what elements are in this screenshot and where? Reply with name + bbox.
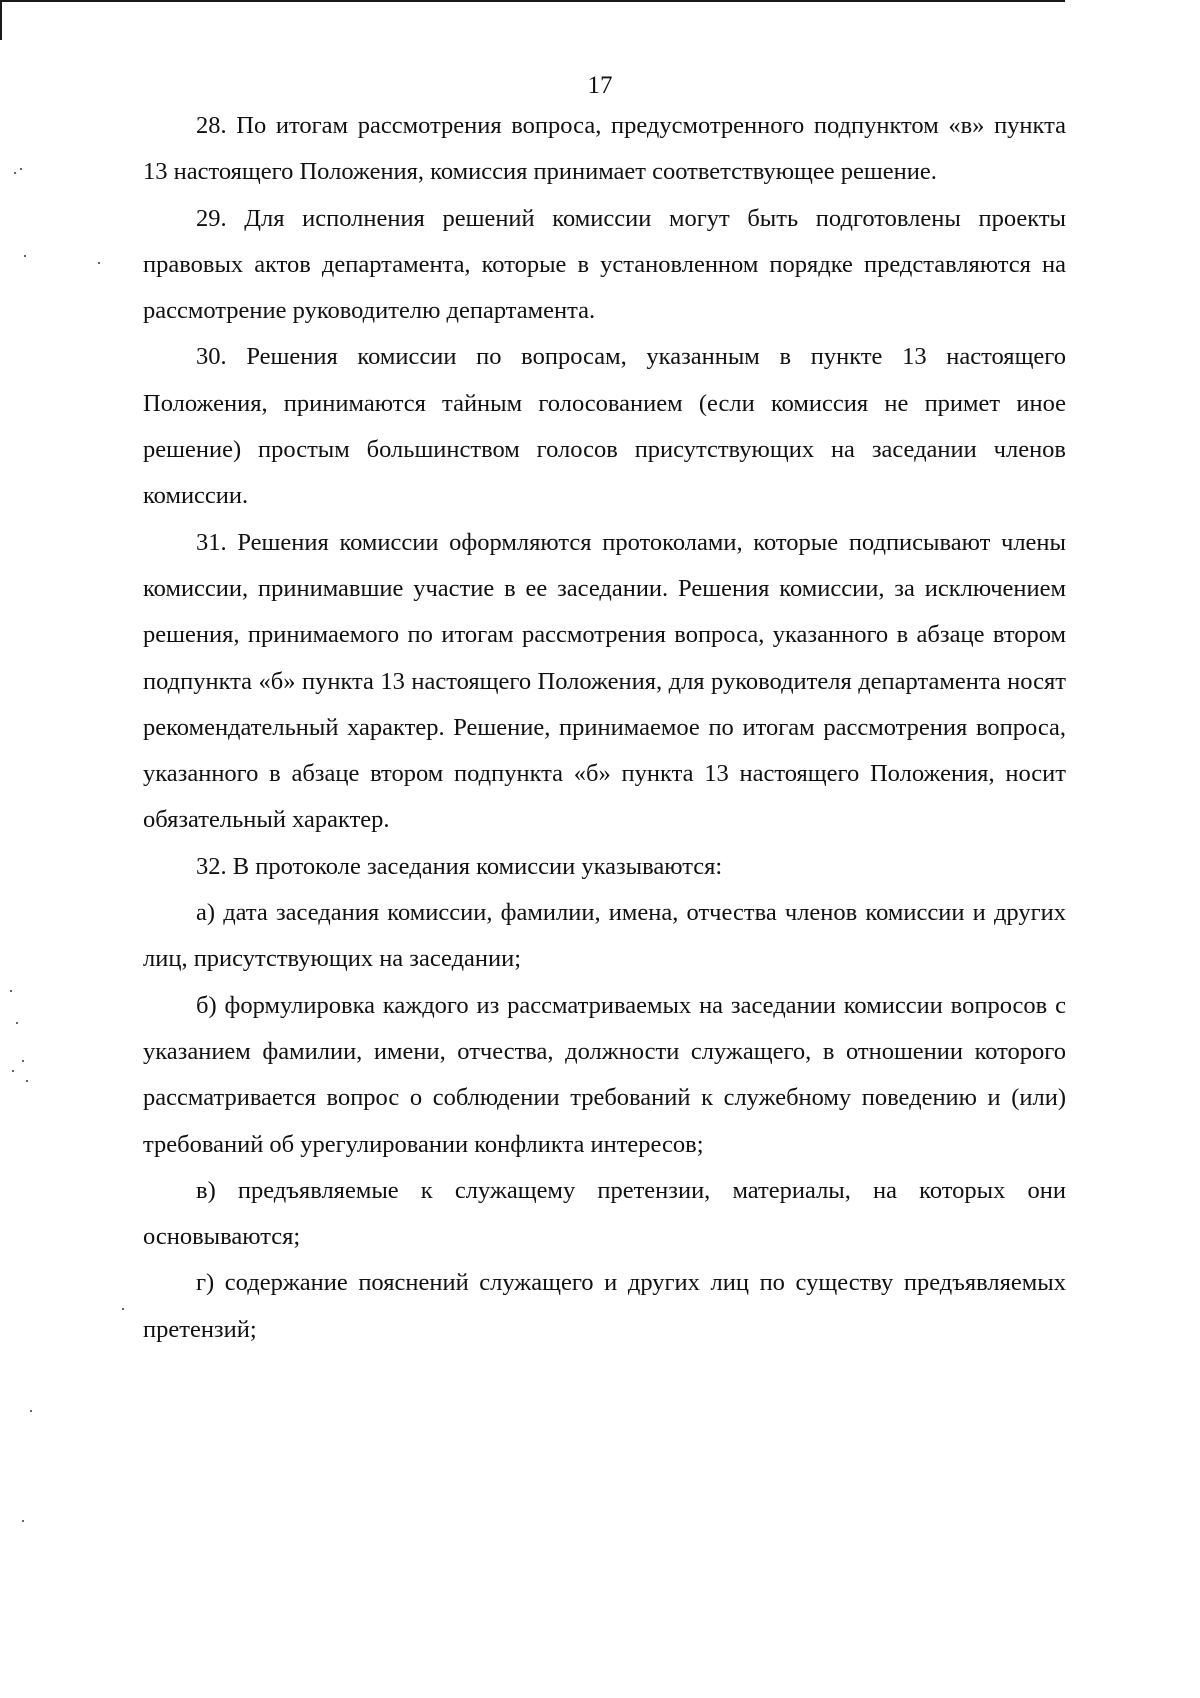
paragraph-32: 32. В протоколе заседания комиссии указываются: [196, 852, 723, 880]
paragraph-32-g: г) содержание пояснений служащего и других лиц по существу предъявляемых претензий; [143, 1269, 1066, 1343]
paragraph-32-a: а) дата заседания комиссии, фамилии, имена, отчества членов комиссии и других лиц, присутствующих на заседании; [143, 899, 1066, 973]
paragraph-32-b: б) формулировка каждого из рассматриваемых на заседании комиссии вопросов с указанием фамилии, имени, отчества, должности служащего, в отношении которого рассматривается вопрос о соблюдении требований к служебному поведению и (или) требований об урегулировании конфликта интересов; [143, 991, 1066, 1158]
paragraph-28: 28. По итогам рассмотрения вопроса, предусмотренного подпунктом «в» пункта 13 настоящего Положения, комиссия принимает соответствующее решение. [143, 112, 1066, 186]
paragraph-31: 31. Решения комиссии оформляются протоколами, которые подписывают члены комиссии, принимавшие участие в ее заседании. Решения комиссии, за исключением решения, принимаемого по итогам рассмотрения вопроса, указанного в абзаце втором подпункта «б» пункта 13 настоящего Положения, для руководителя департамента носят рекомендательный характер. Решение, принимаемое по итогам рассмотрения вопроса, указанного в абзаце втором подпункта «б» пункта 13 настоящего Положения, носит обязательный характер. [143, 528, 1066, 834]
scan-border-left [0, 0, 2, 40]
document-body [143, 103, 1066, 1353]
page-number: 17 [587, 72, 613, 99]
paragraph-29: 29. Для исполнения решений комиссии могут быть подготовлены проекты правовых актов департамента, которые в установленном порядке представляются на рассмотрение руководителю департамента. [143, 204, 1066, 325]
scan-border-top [0, 0, 1065, 2]
paragraph-32-v: в) предъявляемые к служащему претензии, материалы, на которых они основываются; [143, 1176, 1066, 1251]
paragraph-30: 30. Решения комиссии по вопросам, указанным в пункте 13 настоящего Положения, принимаются тайным голосованием (если комиссия не примет иное решение) простым большинством голосов присутствующих на заседании членов комиссии. [143, 343, 1066, 510]
